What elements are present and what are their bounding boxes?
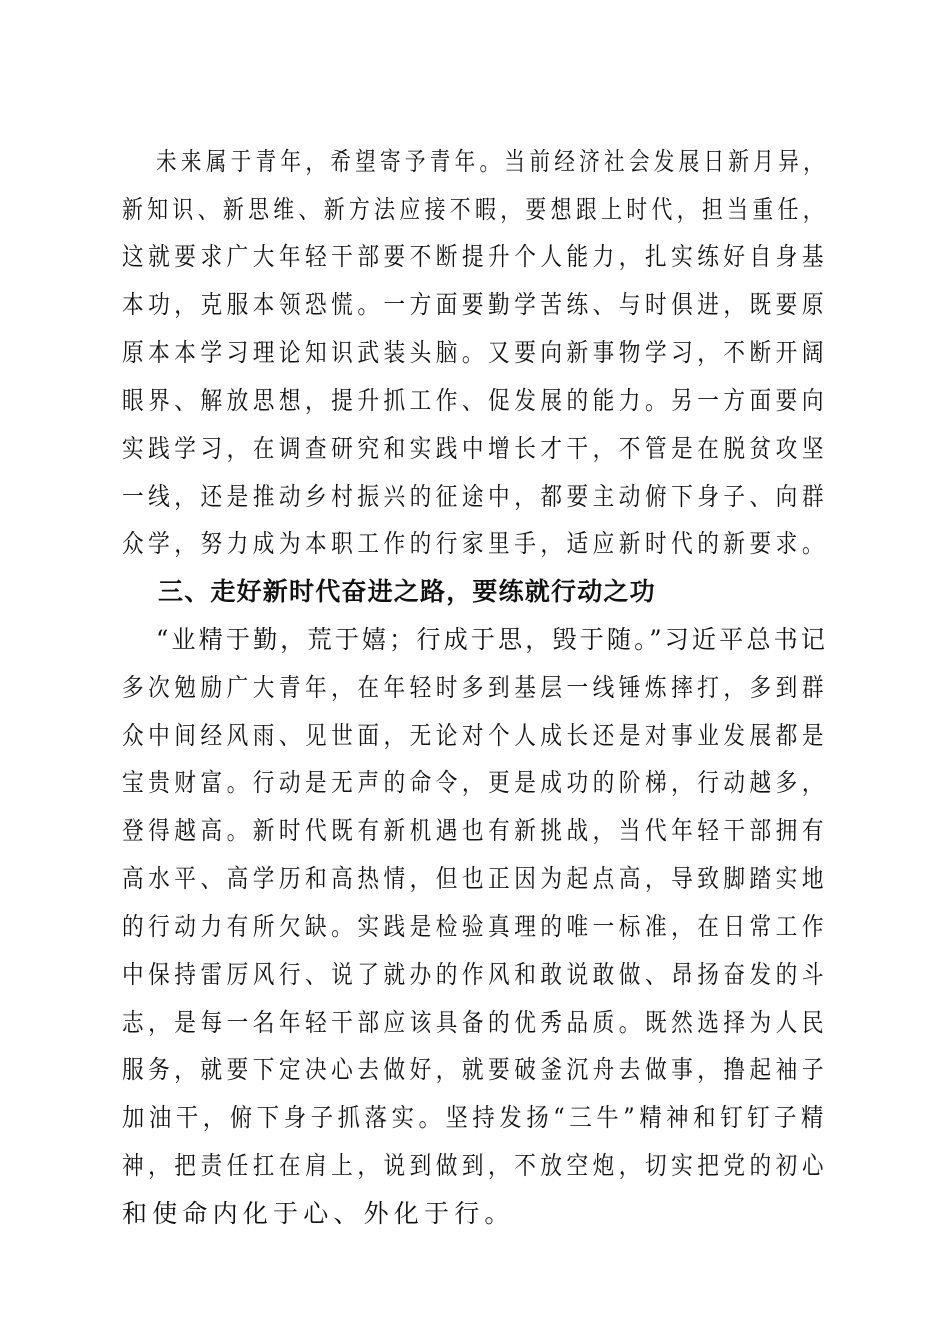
paragraph-line: 一线，还是推动乡村振兴的征途中，都要主动俯下身子、向群 [122,482,828,511]
paragraph-line: 这就要求广大年轻干部要不断提升个人能力，扎实练好自身基 [122,242,828,271]
paragraph-line: 本功，克服本领恐慌。一方面要勤学苦练、与时俱进，既要原 [122,290,828,319]
paragraph-line: 宝贵财富。行动是无声的命令，更是成功的阶梯，行动越多， [122,768,828,797]
paragraph-line: 眼界、解放思想，提升抓工作、促发展的能力。另一方面要向 [122,386,828,415]
paragraph-line: 多次勉励广大青年，在年轻时多到基层一线锤炼摔打，多到群 [122,673,828,702]
paragraph-line: 中保持雷厉风行、说了就办的作风和敢说敢做、昂扬奋发的斗 [122,960,828,989]
paragraph-line: 众学，努力成为本职工作的行家里手，适应新时代的新要求。 [122,529,828,558]
paragraph-line: 志，是每一名年轻干部应该具备的优秀品质。既然选择为人民 [122,1008,828,1037]
paragraph-line: 高水平、高学历和高热情，但也正因为起点高，导致脚踏实地 [122,864,828,893]
paragraph-line: 服务，就要下定决心去做好，就要破釜沉舟去做事，撸起袖子 [122,1055,828,1084]
paragraph-line: 加油干，俯下身子抓落实。坚持发扬“三牛”精神和钉钉子精 [122,1103,829,1132]
paragraph-line: 实践学习，在调查研究和实践中增长才干，不管是在脱贫攻坚 [122,434,828,463]
paragraph-line: 和使命内化于心、外化于行。 [122,1199,515,1228]
paragraph-line: 的行动力有所欠缺。实践是检验真理的唯一标准，在日常工作 [122,912,828,941]
paragraph-line: 未来属于青年，希望寄予青年。当前经济社会发展日新月异， [156,147,828,176]
paragraph-line: “业精于勤，荒于嬉；行成于思，毁于随。”习近平总书记 [156,625,828,654]
paragraph-line: 神，把责任扛在肩上，说到做到，不放空炮，切实把党的初心 [122,1151,828,1180]
paragraph-line: 众中间经风雨、见世面，无论对个人成长还是对事业发展都是 [122,721,828,750]
paragraph-line: 登得越高。新时代既有新机遇也有新挑战，当代年轻干部拥有 [122,816,828,845]
paragraph-line: 原本本学习理论知识武装头脑。又要向新事物学习，不断开阔 [122,338,828,367]
paragraph-line: 新知识、新思维、新方法应接不暇，要想跟上时代，担当重任， [122,195,828,224]
section-heading: 三、走好新时代奋进之路，要练就行动之功 [158,577,656,606]
